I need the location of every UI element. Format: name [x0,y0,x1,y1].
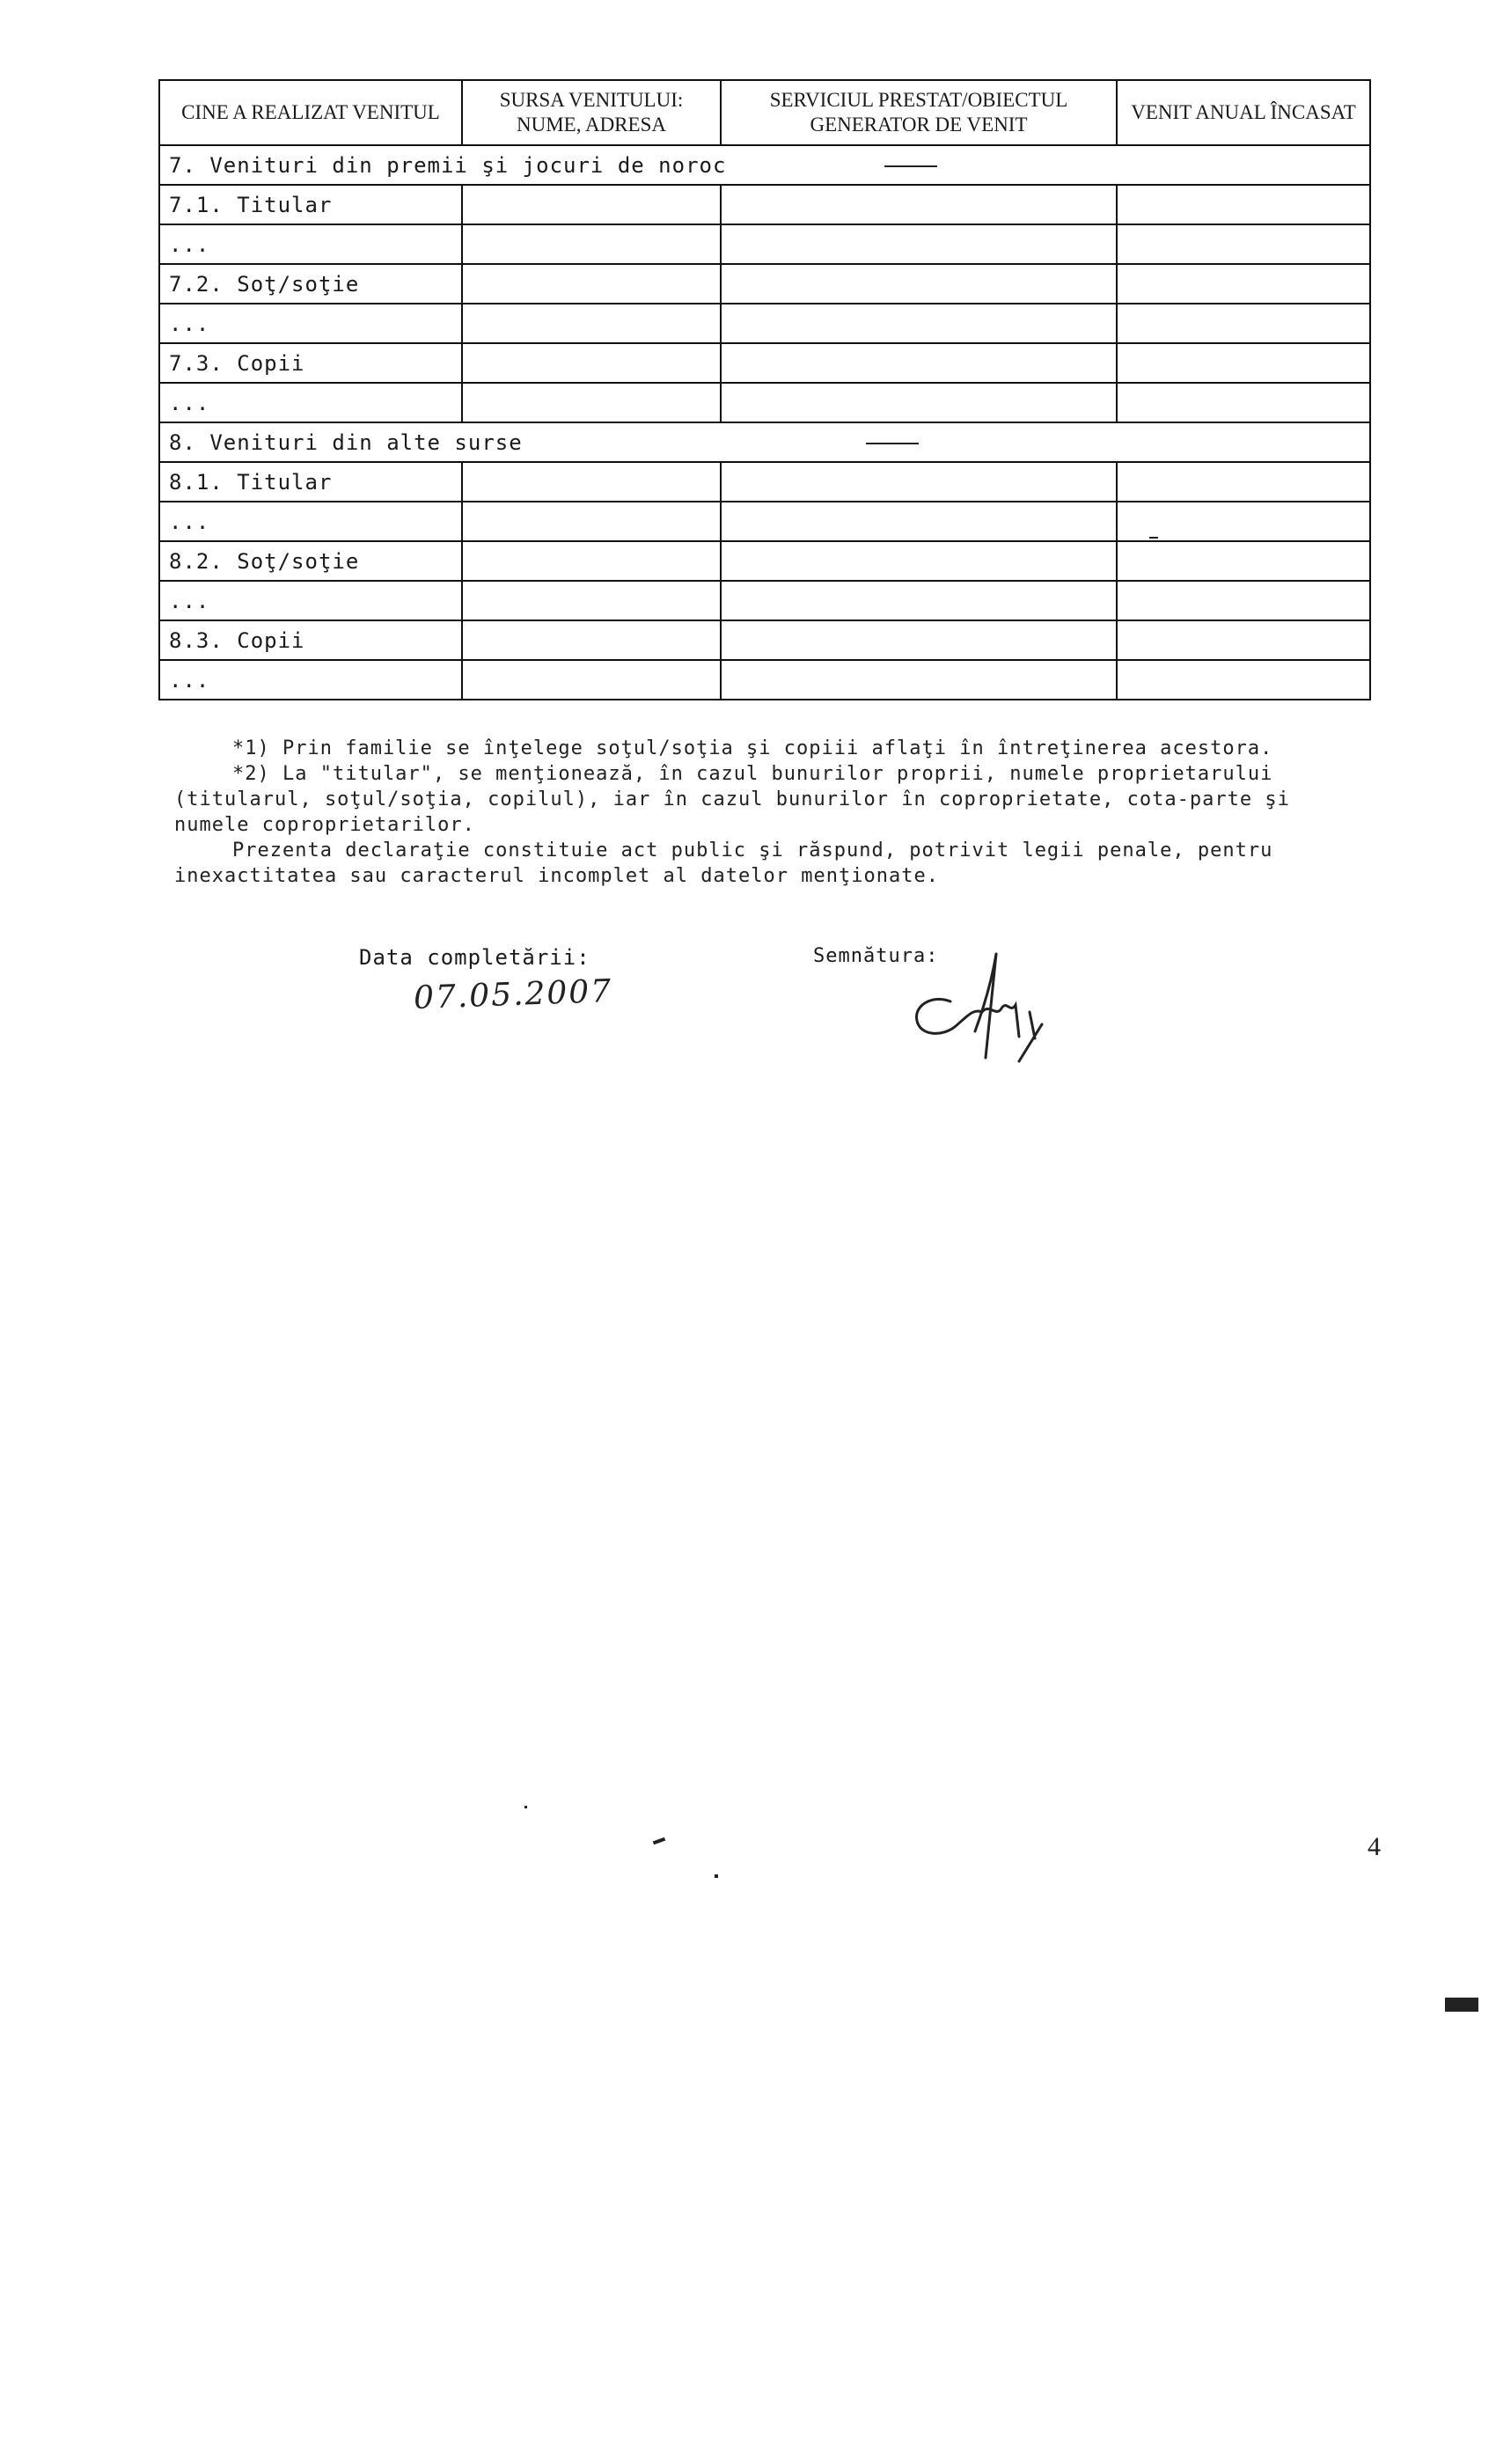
row-label: 7.1. Titular [159,185,462,224]
table-row [159,304,1370,343]
section-title-8 [159,422,1370,462]
table-row [159,343,1370,383]
row-label: 8.2. Soţ/soţie [159,541,462,581]
table-cell[interactable] [462,304,721,343]
scan-speck [653,1837,666,1845]
table-row [159,541,1370,581]
table-cell[interactable] [462,224,721,264]
table-cell[interactable] [721,383,1117,422]
header-service: SERVICIUL PRESTAT/OBIECTUL GENERATOR DE VENIT [721,80,1117,145]
table-cell[interactable] [1117,185,1370,224]
page-number: 4 [1368,1832,1381,1861]
scan-speck [524,1806,527,1808]
table-row [159,383,1370,422]
scan-mark [1445,1998,1478,2012]
section-8-label: 8. Venituri din alte surse [169,429,523,455]
table-cell[interactable] [1117,620,1370,660]
table-cell[interactable] [721,620,1117,660]
table-cell[interactable] [1117,660,1370,700]
footnote-1: *1) Prin familie se înţelege soţul/soţia şi copiii aflaţi în întreţinerea acestora. [232,737,1273,759]
income-table [158,79,1371,700]
table-row [159,502,1370,541]
table-cell[interactable] [721,660,1117,700]
table-cell[interactable] [1117,304,1370,343]
row-label: ... [159,581,462,620]
table-cell[interactable] [1117,383,1370,422]
section-dash [866,443,919,444]
table-cell[interactable] [1117,264,1370,304]
row-label: ... [159,660,462,700]
signature-label: Semnătura: [813,945,939,967]
table-cell[interactable] [462,383,721,422]
section-title-7 [159,145,1370,185]
table-row [159,581,1370,620]
table-cell[interactable] [721,224,1117,264]
table-row [159,185,1370,224]
table-cell[interactable] [462,502,721,541]
table-header-row [159,80,1370,145]
table-cell[interactable] [462,462,721,502]
footnote-2: *2) La "titular", se menţionează, în cazul bunurilor proprii, numele proprietarului (titularul, soţul/soţia, copilul), iar în cazul bunurilor în coproprietate, cota-parte şi numele coproprietarilor. [174,763,1290,836]
header-who: CINE A REALIZAT VENITUL [159,80,462,145]
table-cell[interactable] [721,264,1117,304]
header-source: SURSA VENITULUI: NUME, ADRESA [462,80,721,145]
row-label: ... [159,502,462,541]
table-cell[interactable] [1117,502,1370,541]
table-cell[interactable] [1117,462,1370,502]
row-label: 7.2. Soţ/soţie [159,264,462,304]
table-row [159,620,1370,660]
table-cell[interactable] [462,264,721,304]
row-label: 8.1. Titular [159,462,462,502]
row-label: 8.3. Copii [159,620,462,660]
table-row [159,264,1370,304]
date-value-handwritten: 07.05.2007 [413,973,613,1016]
table-cell[interactable] [1117,541,1370,581]
table-cell[interactable] [721,185,1117,224]
scan-speck [715,1874,718,1878]
date-label: Data completării: [359,945,590,970]
table-cell[interactable] [721,502,1117,541]
header-annual-income: VENIT ANUAL ÎNCASAT [1117,80,1370,145]
row-label: ... [159,383,462,422]
table-cell[interactable] [721,462,1117,502]
table-cell[interactable] [462,343,721,383]
table-cell[interactable] [721,541,1117,581]
table-cell[interactable] [1117,343,1370,383]
table-cell[interactable] [721,581,1117,620]
table-cell[interactable] [462,541,721,581]
table-cell[interactable] [462,660,721,700]
scan-speck [1149,537,1158,539]
table-cell[interactable] [1117,581,1370,620]
section-dash [884,165,937,167]
table-cell[interactable] [721,304,1117,343]
handwritten-signature [898,950,1047,1065]
footnotes [174,736,1371,889]
table-cell[interactable] [462,620,721,660]
section-row-7 [159,145,1370,185]
table-cell[interactable] [462,581,721,620]
table-row [159,462,1370,502]
row-label: ... [159,304,462,343]
row-label: 7.3. Copii [159,343,462,383]
table-cell[interactable] [1117,224,1370,264]
table-cell[interactable] [462,185,721,224]
table-cell[interactable] [721,343,1117,383]
section-row-8 [159,422,1370,462]
table-row [159,224,1370,264]
legal-statement: Prezenta declaraţie constituie act public şi răspund, potrivit legii penale, pentru inexactitatea sau caracterul incomplet al datelor menţionate. [174,840,1273,887]
table-row [159,660,1370,700]
row-label: ... [159,224,462,264]
section-7-label: 7. Venituri din premii şi jocuri de noroc [169,152,727,178]
